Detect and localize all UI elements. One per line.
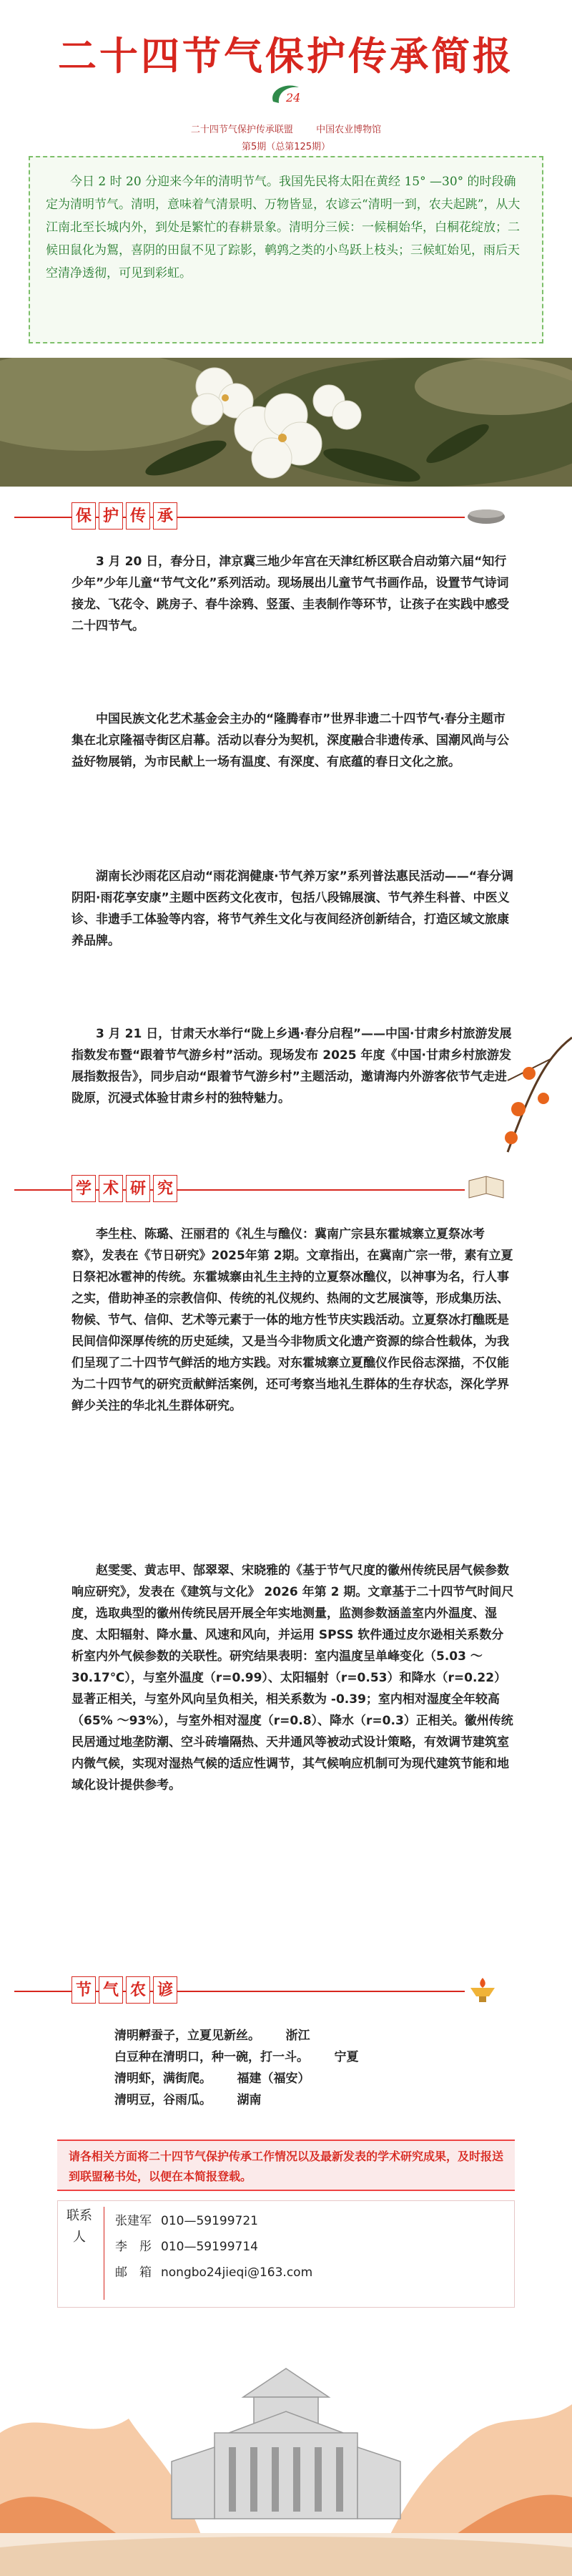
svg-text:24: 24 xyxy=(286,91,301,104)
section-char: 节 xyxy=(72,1976,96,2004)
contact-row xyxy=(115,2208,312,2234)
protect-paragraph: 湖南长沙雨花区启动“雨花润健康·节气养万家”系列普法惠民活动——“春分调阴阳·雨花享安康”主题中医药文化夜市，包括八段锦展演、节气养生科普、中医义诊、非遗手工体验等内容，将节气养生文化与夜间经济创新结合，打造区域文旅康养品牌。 xyxy=(72,869,513,948)
tung-flower-photo xyxy=(0,358,572,487)
section-char: 保 xyxy=(72,502,96,530)
contact-box xyxy=(57,2200,515,2308)
solar-terms-logo-icon xyxy=(265,80,307,112)
protect-paragraph: 3 月 21 日，甘肃天水举行“陇上乡遇·春分启程”——中国·甘肃乡村旅游发展指数发布暨“跟着节气游乡村”活动。现场发布 2025 年度《中国·甘肃乡村旅游发展指数报告》，同步启动“跟着节气游乡村”主题活动，邀请海内外游客依节气走进陇原，沉浸式体验甘肃乡村的独特魅力。 xyxy=(72,1027,512,1106)
contact-label: 联系人 xyxy=(66,2208,92,2245)
proverb-list xyxy=(114,2025,515,2111)
section-header-study xyxy=(0,1174,572,1206)
stone-decoration-icon xyxy=(465,505,508,527)
org-name: 中国农业博物馆 xyxy=(316,125,382,135)
proverb-item: 清明豆，谷雨瓜。 湖南 xyxy=(114,2093,262,2107)
section-char: 传 xyxy=(126,502,150,530)
proverb-item: 清明孵蚕子，立夏见新丝。 浙江 xyxy=(114,2029,310,2043)
study-paragraph: 李生柱、陈璐、汪丽君的《礼生与醮仪：冀南广宗县东霍城寨立夏祭冰考察》，发表在《节日研究》2025年第 2期。文章指出，在冀南广宗一带，素有立夏日祭祀冰雹神的传统。东霍城寨由礼生主持的立夏祭冰醮仪，以神事为名，行人事之实，借助神圣的宗教信仰、传统的礼仪规约、热闹的文艺展演等，形成集历法、物候、节气、信仰、艺术等元素于一体的地方性节庆实践活动。立夏祭冰打醮既是民间信仰深厚传统的历史延续，又是当今非物质文化遗产资源的综合性载体，为我们呈现了二十四节气鲜活的地方实践。对东霍城寨立夏醮仪作民俗志深描，不仅能为二十四节气的研究贡献鲜活案例，还可考察当地礼生群体的生存状态，深化学界鲜少关注的华北礼生群体研究。 xyxy=(72,1227,513,1413)
book-icon xyxy=(465,1174,508,1202)
header-orgs xyxy=(0,122,572,139)
proverb-item: 白豆种在清明口，种一碗，打一斗。 宁夏 xyxy=(114,2050,359,2064)
protect-paragraph: 3 月 20 日，春分日，津京冀三地少年宫在天津红桥区联合启动第六届“知行少年”少年儿童“节气文化”系列活动。现场展出儿童节气书画作品，设置节气诗词接龙、飞花令、跳房子、春牛涂鸦、竖蛋、圭表制作等环节，让孩子在实践中感受二十四节气。 xyxy=(72,555,509,633)
section-header-protect xyxy=(0,501,572,534)
contact-row xyxy=(115,2234,312,2260)
section-char: 究 xyxy=(153,1175,177,1202)
contact-row xyxy=(115,2260,312,2285)
contact-name: 邮 箱 xyxy=(115,2265,152,2280)
contact-name: 张建军 xyxy=(115,2214,152,2228)
lamp-icon xyxy=(465,1975,500,2005)
contact-name: 李 彤 xyxy=(115,2240,152,2254)
footer-illustration xyxy=(0,2318,572,2576)
page-title: 二十四节气保护传承简报 xyxy=(58,33,514,79)
section-char: 谚 xyxy=(153,1976,177,2004)
contact-phone: 010—59199714 xyxy=(161,2240,258,2254)
proverb-item: 清明虾，满街爬。 福建（福安） xyxy=(114,2072,310,2086)
section-char: 承 xyxy=(153,502,177,530)
section-header-proverb xyxy=(0,1975,572,2008)
section-char: 气 xyxy=(99,1976,123,2004)
submission-notice: 请各相关方面将二十四节气保护传承工作情况以及最新发表的学术研究成果，及时报送到联盟秘书处，以便在本简报登载。 xyxy=(57,2140,515,2191)
section-char: 农 xyxy=(126,1976,150,2004)
contact-email: nongbo24jieqi@163.com xyxy=(161,2265,313,2280)
contact-phone: 010—59199721 xyxy=(161,2214,258,2228)
section-char: 研 xyxy=(126,1175,150,1202)
intro-box: 今日 2 时 20 分迎来今年的清明节气。我国先民将太阳在黄经 15° —30° 的时段确定为清明节气。清明，意味着气清景明、万物皆显，农谚云“清明一到，农夫起跳”，从大江南北至长城内外，到处是繁忙的春耕景象。清明分三候：一候桐始华，白桐花绽放；二候田鼠化为鴽，喜阴的田鼠不见了踪影，鹌鹑之类的小鸟跃上枝头；三候虹始见，雨后天空清净透彻，可见到彩虹。 xyxy=(29,156,543,343)
study-paragraph: 赵雯雯、黄志甲、郜翠翠、宋晓雅的《基于节气尺度的徽州传统民居气候参数响应研究》，发表在《建筑与文化》 2026 年第 2 期。文章基于二十四节气时间尺度，选取典型的徽州传统民居开展全年实地测量，监测参数涵盖室内外温度、湿度、太阳辐射、降水量、风速和风向，并运用 SPSS 软件通过皮尔逊相关系数分析室内外气候参数的关联性。研究结果表明：室内温度呈单峰变化（5.03 ～30.17℃），与室外温度（r=0.99）、太阳辐射（r=0.53）和降水（r=0.22）显著正相关，与室外风向呈负相关，相关系数为 -0.39；室内相对湿度全年较高（65% ～93%），与室外相对湿度（r=0.8）、降水（r=0.3）正相关。徽州传统民居通过地垄防潮、空斗砖墙隔热、天井通风等被动式设计策略，有效调节建筑室内微气候，实现对湿热气候的适应性调节，其气候响应机制可为现代建筑节能和地域化设计提供参考。 xyxy=(72,1563,514,1792)
org-name: 二十四节气保护传承联盟 xyxy=(190,125,293,135)
section-char: 学 xyxy=(72,1175,96,1202)
persimmon-branch-icon xyxy=(486,1030,572,1159)
section-char: 术 xyxy=(99,1175,123,1202)
section-char: 护 xyxy=(99,502,123,530)
protect-paragraph: 中国民族文化艺术基金会主办的“隆腾春市”世界非遗二十四节气·春分主题市集在北京隆福寺街区启幕。活动以春分为契机，深度融合非遗传承、国潮风尚与公益好物展销，为市民献上一场有温度、有深度、有底蕴的春日文化之旅。 xyxy=(72,712,509,769)
issue-number: 第5期（总第125期） xyxy=(241,142,331,152)
